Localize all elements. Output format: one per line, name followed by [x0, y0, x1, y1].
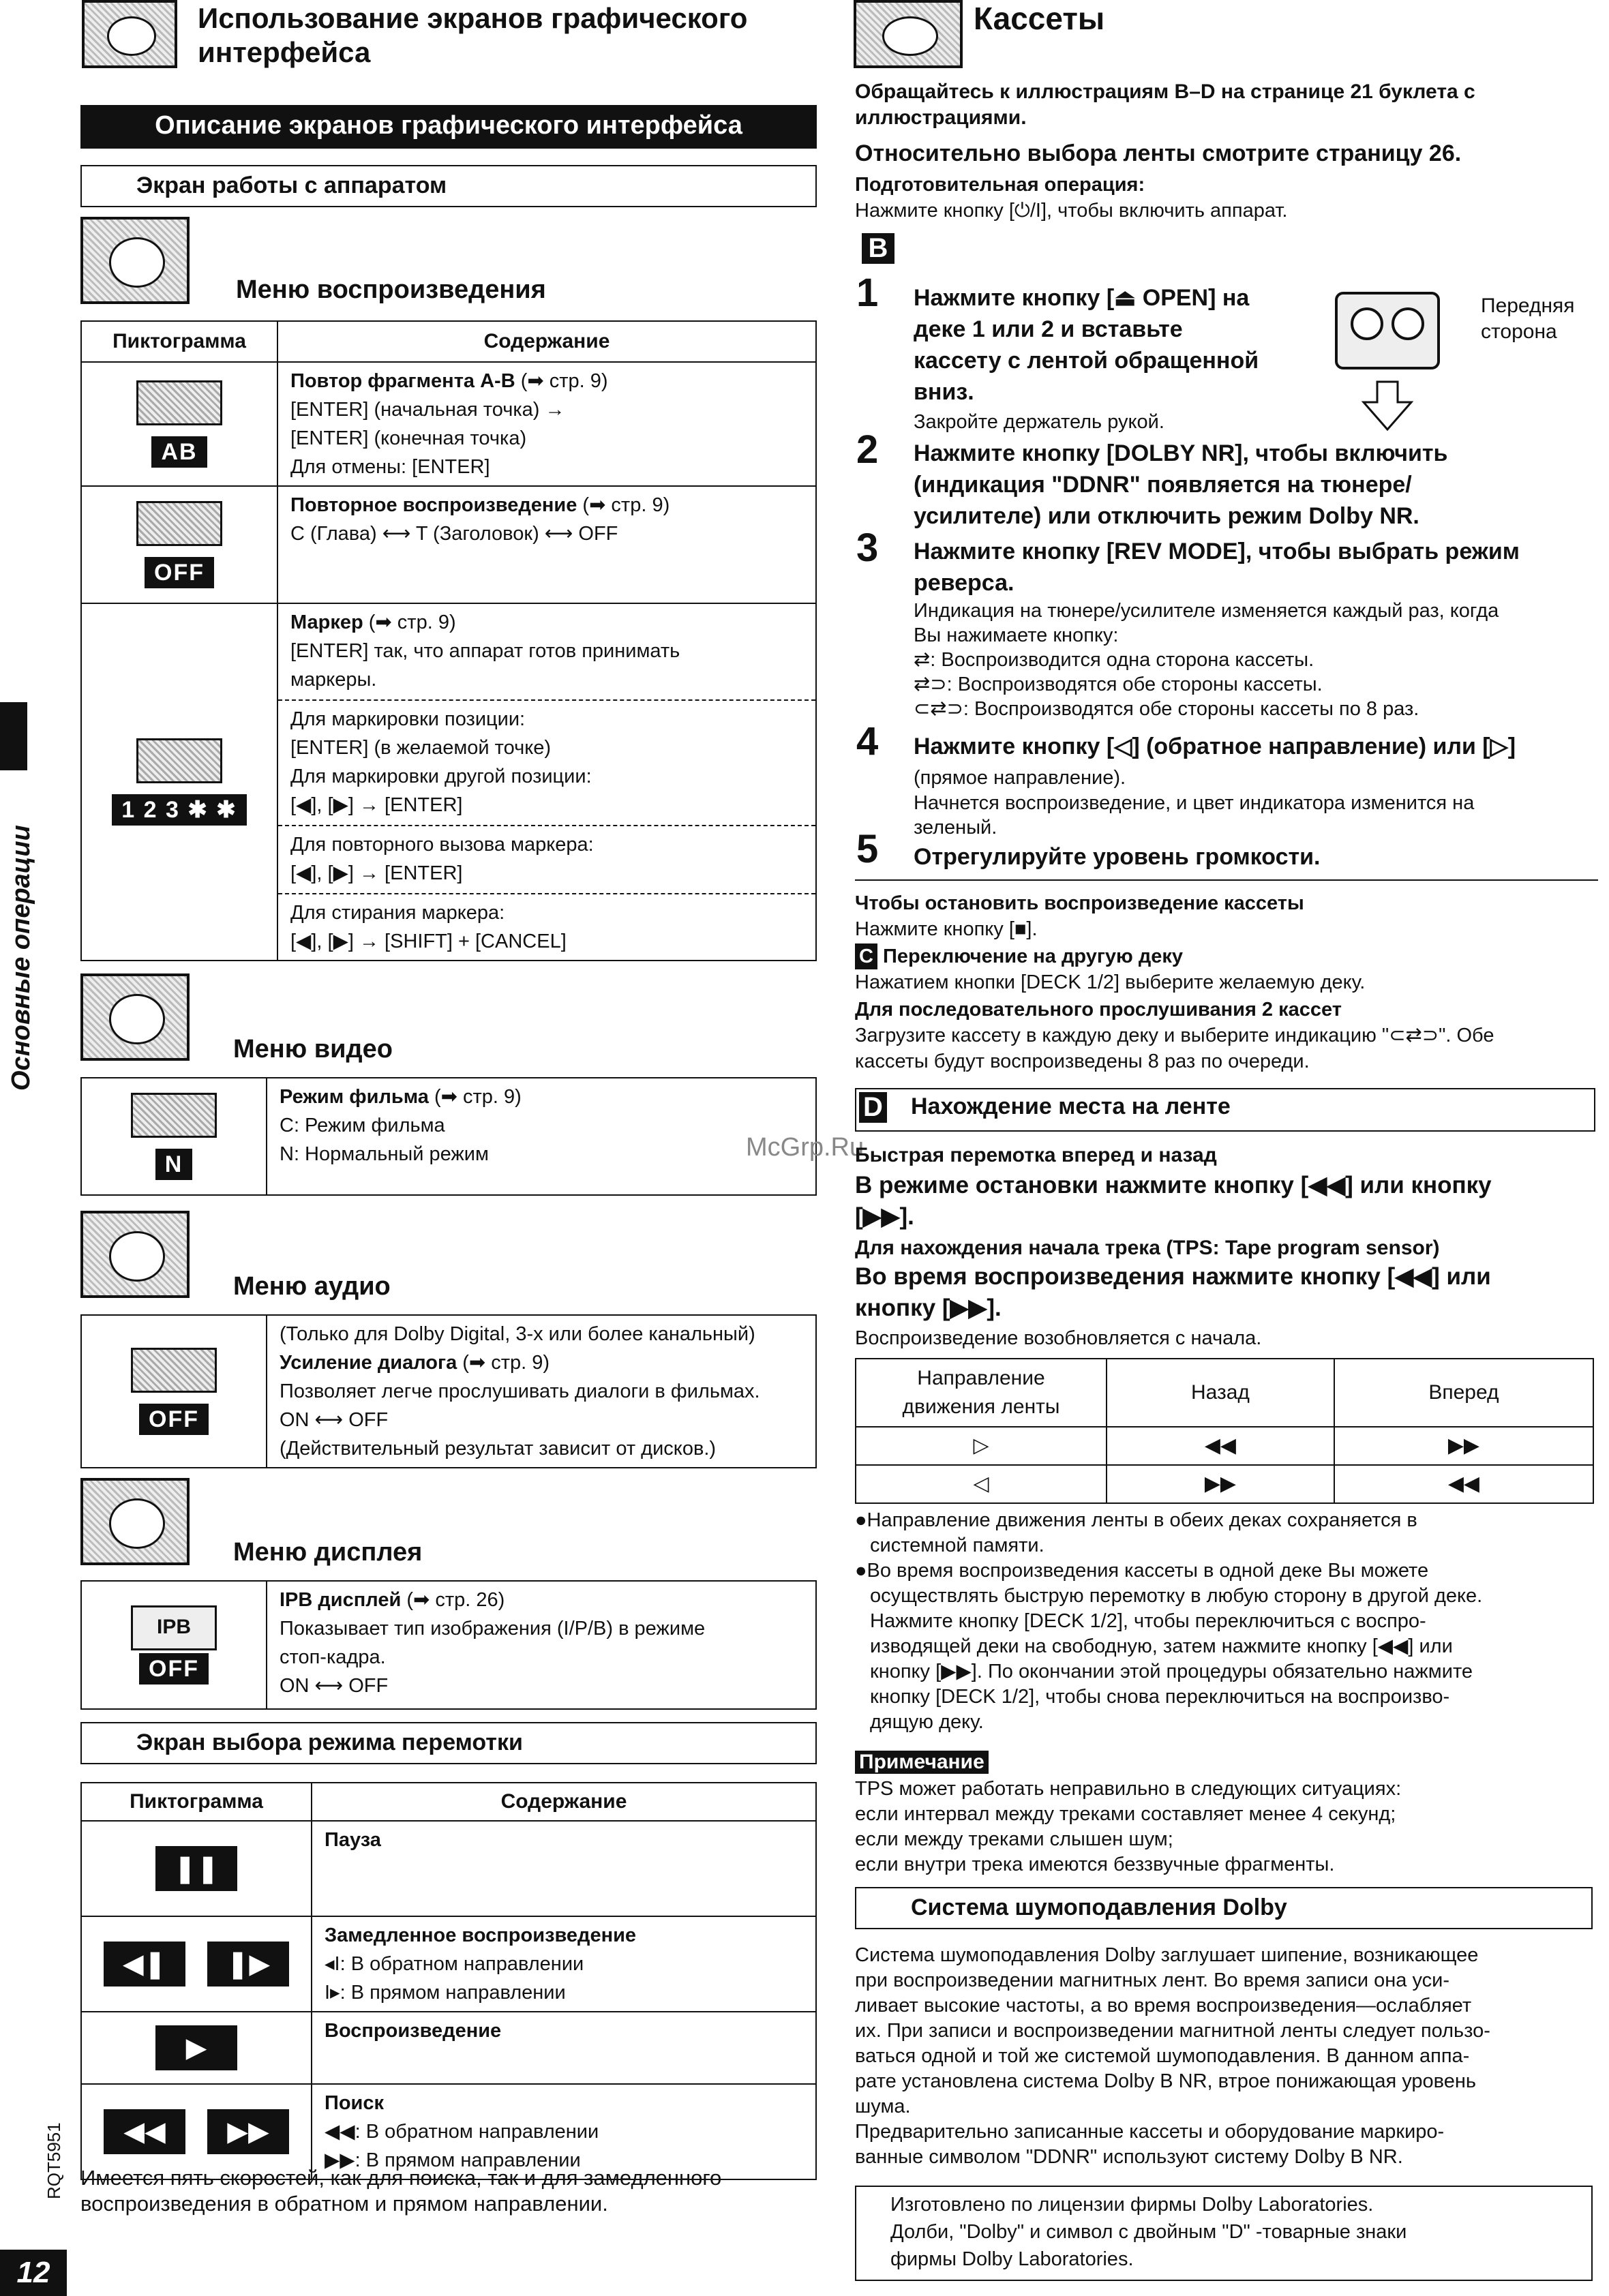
step-3-sub-2: Вы нажимаете кнопку: — [914, 624, 1119, 646]
slow-forward-icon: ❚▶ — [207, 1942, 289, 1987]
seq-line-2: кассеты будут воспроизведены 8 раз по очереди. — [855, 1051, 1310, 1072]
table-row — [81, 1078, 816, 1195]
cassette-title-icon — [854, 0, 963, 68]
dir-header-3: Вперед — [1334, 1359, 1593, 1427]
dolby-line-5: ваться одной и той же системой шумоподавления. В данном аппа- — [855, 2045, 1470, 2067]
dialog-pre: (Только для Dolby Digital, 3-х или более канальный) — [280, 1323, 755, 1345]
cassette-diagram — [1329, 286, 1466, 436]
step-5-number: 5 — [856, 827, 879, 871]
ipb-ref: (➡ стр. 26) — [401, 1589, 505, 1611]
step-4-number: 4 — [856, 719, 879, 764]
direction-table — [855, 1358, 1594, 1504]
ipb-title: IPB дисплей — [280, 1589, 402, 1611]
slow-line-1: ◂I: В обратном направлении — [325, 1953, 584, 1975]
ipb-line-1: Показывает тип изображения (I/P/B) в режиме — [280, 1618, 706, 1640]
tps-line-2: кнопку [▶▶]. — [855, 1295, 1002, 1321]
step-3-sub — [914, 599, 1499, 721]
ff-line-1: В режиме остановки нажмите кнопку [◀◀] или кнопку — [855, 1172, 1492, 1198]
step-1-sub: Закройте держатель рукой. — [914, 411, 1164, 433]
ff-text — [855, 1170, 1598, 1233]
dolby-line-8: Предварительно записанные кассеты и оборудование маркиро- — [855, 2121, 1445, 2143]
bullets — [855, 1508, 1482, 1735]
step-3-sub-1: Индикация на тюнере/усилителе изменяется каждый раз, когда — [914, 600, 1499, 622]
slow-title: Замедленное воспроизведение — [325, 1924, 637, 1946]
step-4-text — [914, 731, 1595, 794]
license-line-3: фирмы Dolby Laboratories. — [890, 2248, 1134, 2270]
video-menu-title: Меню видео — [233, 1035, 393, 1063]
ipb-badge: OFF — [139, 1653, 209, 1685]
ipb-icon: IPB — [131, 1605, 217, 1650]
step-3-sub-5: ⊂⇄⊃: Воспроизводятся обе стороны кассеты по 8 раз. — [914, 698, 1419, 720]
device-screen-heading: Экран работы с аппаратом — [80, 165, 817, 207]
video-menu-table — [80, 1077, 817, 1196]
dolby-line-7: шума. — [855, 2096, 911, 2117]
dialog-line-2: ON ⟷ OFF — [280, 1409, 389, 1431]
repeat-line: C (Глава) ⟷ T (Заголовок) ⟷ OFF — [290, 523, 618, 545]
table-row — [856, 1427, 1593, 1465]
rewind-footnote — [80, 2165, 721, 2217]
bullet-2-line-6: кнопку [DECK 1/2], чтобы снова переключиться на воспроизво- — [870, 1686, 1450, 1708]
slow-reverse-icon: ◀❚ — [104, 1942, 185, 1987]
film-line-1: C: Режим фильма — [280, 1115, 445, 1136]
marker-p4-1: Для стирания маркера: — [290, 902, 505, 924]
bullet-2-line-1: ●Во время воспроизведения кассеты в одной деке Вы можете — [855, 1560, 1429, 1582]
bullet-2-line-2: осуществлять быструю перемотку в любую сторону в другой деке. — [870, 1585, 1483, 1607]
license-line-1: Изготовлено по лицензии фирмы Dolby Laboratories. — [890, 2194, 1374, 2216]
table-header-row — [81, 1783, 816, 1821]
table-row — [81, 362, 816, 486]
film-mode-icon — [131, 1093, 217, 1138]
intro-line-2: иллюстрациями. — [855, 106, 1027, 129]
dir-header-1: Направление движения ленты — [856, 1359, 1107, 1427]
step-3-line-1: Нажмите кнопку [REV MODE], чтобы выбрать режим — [914, 539, 1520, 564]
step-1-text — [914, 282, 1309, 408]
seq-line-1: Загрузите кассету в каждую деку и выберите индикацию "⊂⇄⊃". Обе — [855, 1025, 1494, 1046]
step-2-number: 2 — [856, 427, 879, 472]
switch-badge: C — [855, 943, 877, 969]
bullet-1-line-2: системной памяти. — [870, 1535, 1044, 1556]
tps-text — [855, 1261, 1598, 1324]
ab-ref: (➡ стр. 9) — [515, 370, 608, 392]
dir-r1-c2: ◀◀ — [1107, 1427, 1334, 1465]
marker-p2-1: Для маркировки позиции: — [290, 708, 526, 730]
step-1-line-1: Нажмите кнопку [⏏ OPEN] на — [914, 285, 1250, 311]
tps-title: Для нахождения начала трека (TPS: Tape program sensor) — [855, 1237, 1440, 1259]
marker-badge: 1 2 3 ✱ ✱ — [112, 794, 247, 826]
repeat-icon — [136, 501, 222, 546]
marker-p3-1: Для повторного вызова маркера: — [290, 834, 594, 856]
search-line-1: ◀◀: В обратном направлении — [325, 2121, 599, 2143]
header-pictogram: Пиктограмма — [81, 321, 277, 362]
step-4-sub — [914, 791, 1474, 840]
page-title-line-2: интерфейса — [198, 36, 371, 68]
playback-menu-icon — [80, 217, 190, 304]
dolby-text — [855, 1943, 1490, 2170]
repeat-ref: (➡ стр. 9) — [577, 494, 670, 516]
bullet-2-line-7: дящую деку. — [870, 1711, 984, 1733]
bullet-1-line-1: ●Направление движения ленты в обеих деках сохраняется в — [855, 1509, 1417, 1531]
step-4-line-2: (прямое направление). — [914, 767, 1126, 789]
tps-line-1: Во время воспроизведения нажмите кнопку [◀◀] или — [855, 1263, 1491, 1290]
watermark: McGrp.Ru — [746, 1133, 864, 1162]
header-content: Содержание — [277, 321, 816, 362]
film-badge: N — [155, 1149, 193, 1180]
table-row — [81, 1315, 816, 1468]
dolby-line-4: их. При записи и воспроизведении магнитной ленты следует пользо- — [855, 2020, 1490, 2042]
marker-title: Маркер — [290, 611, 363, 633]
step-2-text — [914, 438, 1595, 532]
video-menu-icon — [80, 973, 190, 1061]
footnote-line-1: Имеется пять скоростей, как для поиска, так и для замедленного — [80, 2166, 722, 2190]
film-line-2: N: Нормальный режим — [280, 1143, 489, 1165]
intro-line-1: Обращайтесь к иллюстрациям B–D на странице 21 буклета с — [855, 80, 1475, 103]
playback-menu-table — [80, 320, 817, 961]
table-row — [81, 486, 816, 603]
step-2-line-1: Нажмите кнопку [DOLBY NR], чтобы включить — [914, 440, 1448, 466]
play-icon: ▶ — [155, 2025, 237, 2070]
repeat-title: Повторное воспроизведение — [290, 494, 577, 516]
main-section-bar: Описание экранов графического интерфейса — [80, 105, 817, 149]
side-label: Основные операции — [7, 825, 35, 1091]
dir-header-2: Назад — [1107, 1359, 1334, 1427]
audio-menu-title: Меню аудио — [233, 1272, 391, 1301]
table-header-row — [81, 321, 816, 362]
step-1-line-4: вниз. — [914, 379, 974, 405]
diagram-label-1: Передняя — [1481, 294, 1575, 317]
bullet-2-line-3: Нажмите кнопку [DECK 1/2], чтобы переключиться с воспро- — [870, 1610, 1426, 1632]
page-title-line-1: Использование экранов графического — [198, 2, 748, 34]
prep-title: Подготовительная операция: — [855, 174, 1145, 196]
display-menu-icon — [80, 1478, 190, 1565]
repeat-ab-icon — [136, 380, 222, 425]
table-header-row — [856, 1359, 1593, 1427]
pause-title: Пауза — [325, 1829, 381, 1851]
rewind-header-pictogram: Пиктограмма — [81, 1783, 312, 1821]
divider — [855, 879, 1598, 881]
search-reverse-icon: ◀◀ — [104, 2109, 185, 2154]
dialog-ref: (➡ стр. 9) — [457, 1352, 550, 1374]
dolby-line-6: рате установлена система Dolby B NR, втрое понижающая уровень — [855, 2070, 1476, 2092]
step-5-text: Отрегулируйте уровень громкости. — [914, 844, 1321, 870]
slow-line-2: I▸: В прямом направлении — [325, 1982, 566, 2004]
switch-text: Нажатием кнопки [DECK 1/2] выберите желаемую деку. — [855, 971, 1366, 993]
note-line-4: если внутри трека имеются беззвучные фрагменты. — [855, 1854, 1335, 1875]
step-2-line-2: (индикация "DDNR" появляется на тюнере/ — [914, 472, 1412, 498]
bullet-2-line-5: кнопку [▶▶]. По окончании этой процедуры обязательно нажмите — [870, 1661, 1473, 1682]
pause-icon: ❚❚ — [155, 1846, 237, 1891]
dir-r1-c3: ▶▶ — [1334, 1427, 1593, 1465]
film-ref: (➡ стр. 9) — [428, 1086, 522, 1108]
table-row — [81, 1821, 816, 1916]
step-3-sub-4: ⇄⊃: Воспроизводятся обе стороны кассеты. — [914, 674, 1323, 695]
switch-title-text: Переключение на другую деку — [883, 946, 1184, 967]
dolby-line-1: Система шумоподавления Dolby заглушает шипение, возникающее — [855, 1944, 1479, 1966]
switch-title — [855, 943, 1183, 969]
repeat-badge: OFF — [145, 557, 214, 588]
rewind-header-content: Содержание — [312, 1783, 816, 1821]
dialog-line-3: (Действительный результат зависит от дисков.) — [280, 1438, 717, 1460]
tps-sub: Воспроизведение возобновляется с начала. — [855, 1327, 1262, 1349]
marker-p2-3: Для маркировки другой позиции: — [290, 766, 592, 787]
marker-icon — [136, 738, 222, 783]
step-1-line-3: кассету с лентой обращенной — [914, 348, 1259, 374]
ab-badge: AB — [151, 436, 207, 468]
rewind-table — [80, 1782, 817, 2180]
cassette-body — [1336, 293, 1439, 368]
note-badge: Примечание — [855, 1751, 989, 1774]
dialog-icon — [131, 1348, 217, 1393]
search-line-2: ▶▶: В прямом направлении — [325, 2149, 581, 2171]
step-3-text — [914, 536, 1595, 599]
search-forward-icon: ▶▶ — [207, 2109, 289, 2154]
ab-line-3: Для отмены: [ENTER] — [290, 456, 490, 478]
dolby-line-3: ливает высокие частоты, а во время воспроизведения—ослабляет — [855, 1995, 1472, 2016]
cassette-title: Кассеты — [974, 1, 1105, 36]
table-row — [81, 603, 816, 961]
ff-title: Быстрая перемотка вперед и назад — [855, 1144, 1217, 1166]
stop-title: Чтобы остановить воспроизведение кассеты — [855, 892, 1304, 914]
step-3-sub-3: ⇄: Воспроизводится одна сторона кассеты. — [914, 649, 1314, 671]
section-d-box — [855, 1088, 1595, 1132]
section-d-title: Нахождение места на ленте — [911, 1093, 1231, 1119]
ff-line-2: [▶▶]. — [855, 1203, 914, 1230]
dolby-line-9: ванные символом "DDNR" используют систему Dolby B NR. — [855, 2146, 1403, 2168]
dir-r1-c1: ▷ — [856, 1427, 1107, 1465]
dir-r2-c3: ◀◀ — [1334, 1465, 1593, 1503]
side-tab-marker — [0, 702, 27, 770]
ab-title: Повтор фрагмента A-B — [290, 370, 515, 392]
diagram-label-2: сторона — [1481, 320, 1557, 343]
marker-p2-4: [◀], [▶] → [ENTER] — [290, 794, 463, 816]
play-title: Воспроизведение — [325, 2020, 502, 2042]
license-line-2: Долби, "Dolby" и символ с двойным "D" -товарные знаки — [890, 2221, 1407, 2243]
page-title — [198, 1, 747, 70]
section-d-badge: D — [859, 1092, 887, 1123]
insert-arrow — [1364, 382, 1411, 429]
seq-text — [855, 1023, 1494, 1074]
playback-menu-title: Меню воспроизведения — [236, 275, 546, 304]
stop-text: Нажмите кнопку [■]. — [855, 918, 1038, 940]
table-row — [81, 1581, 816, 1709]
table-row — [81, 1916, 816, 2012]
ab-line-2: [ENTER] (конечная точка) — [290, 427, 527, 449]
diagram-label — [1481, 293, 1575, 345]
step-1-line-2: деке 1 или 2 и вставьте — [914, 316, 1183, 342]
step-4-sub-2: зеленый. — [914, 817, 997, 839]
ipb-line-3: ON ⟷ OFF — [280, 1675, 389, 1697]
step-4-sub-1: Начнется воспроизведение, и цвет индикатора изменится на — [914, 792, 1475, 814]
license-box — [855, 2186, 1593, 2281]
ipb-line-2: стоп-кадра. — [280, 1646, 386, 1668]
marker-line-2: маркеры. — [290, 669, 377, 691]
marker-p4-2: [◀], [▶] → [SHIFT] + [CANCEL] — [290, 931, 567, 952]
display-menu-title: Меню дисплея — [233, 1538, 423, 1567]
audio-menu-icon — [80, 1211, 190, 1298]
dialog-badge: OFF — [139, 1404, 209, 1435]
step-3-line-2: реверса. — [914, 570, 1014, 596]
dialog-title: Усиление диалога — [280, 1352, 457, 1374]
dolby-heading: Система шумоподавления Dolby — [855, 1887, 1593, 1929]
dialog-line-1: Позволяет легче прослушивать диалоги в фильмах. — [280, 1380, 760, 1402]
page-title-icon — [82, 0, 177, 68]
seq-title: Для последовательного прослушивания 2 кассет — [855, 999, 1342, 1021]
note-line-3: если между треками слышен шум; — [855, 1828, 1173, 1850]
cassette-reel-left — [1352, 309, 1382, 339]
page-number: 12 — [0, 2250, 67, 2296]
tape-ref: Относительно выбора ленты смотрите страницу 26. — [855, 140, 1462, 166]
section-b-badge: B — [862, 233, 894, 264]
marker-ref: (➡ стр. 9) — [363, 611, 456, 633]
film-title: Режим фильма — [280, 1086, 429, 1108]
model-code: RQT5951 — [44, 2122, 64, 2199]
marker-p3-2: [◀], [▶] → [ENTER] — [290, 862, 463, 884]
step-1-number: 1 — [856, 271, 879, 315]
audio-menu-table — [80, 1314, 817, 1468]
ab-line-1: [ENTER] (начальная точка) → — [290, 399, 565, 421]
dir-r2-c1: ◁ — [856, 1465, 1107, 1503]
rewind-screen-heading: Экран выбора режима перемотки — [80, 1722, 817, 1764]
table-row — [81, 2012, 816, 2084]
footnote-line-2: воспроизведения в обратном и прямом направлении. — [80, 2192, 608, 2216]
step-4-line-1: Нажмите кнопку [◁] (обратное направление) или [▷] — [914, 734, 1516, 759]
intro-text — [855, 79, 1475, 131]
search-title: Поиск — [325, 2092, 385, 2114]
note-text — [855, 1777, 1401, 1877]
bullet-2-line-4: изводящей деки на свободную, затем нажмите кнопку [◀◀] или — [870, 1635, 1453, 1657]
step-2-line-3: усилителе) или отключить режим Dolby NR. — [914, 503, 1419, 529]
prep-text: Нажмите кнопку [⏻/I], чтобы включить аппарат. — [855, 200, 1288, 222]
cassette-reel-right — [1393, 309, 1423, 339]
step-3-number: 3 — [856, 526, 879, 570]
note-line-2: если интервал между треками составляет менее 4 секунд; — [855, 1803, 1396, 1825]
marker-p2-2: [ENTER] (в желаемой точке) — [290, 737, 551, 759]
dir-r2-c2: ▶▶ — [1107, 1465, 1334, 1503]
note-line-1: TPS может работать неправильно в следующих ситуациях: — [855, 1778, 1402, 1800]
display-menu-table — [80, 1580, 817, 1710]
dolby-line-2: при воспроизведении магнитных лент. Во время записи она уси- — [855, 1969, 1449, 1991]
table-row — [856, 1465, 1593, 1503]
marker-line-1: [ENTER] так, что аппарат готов принимать — [290, 640, 680, 662]
